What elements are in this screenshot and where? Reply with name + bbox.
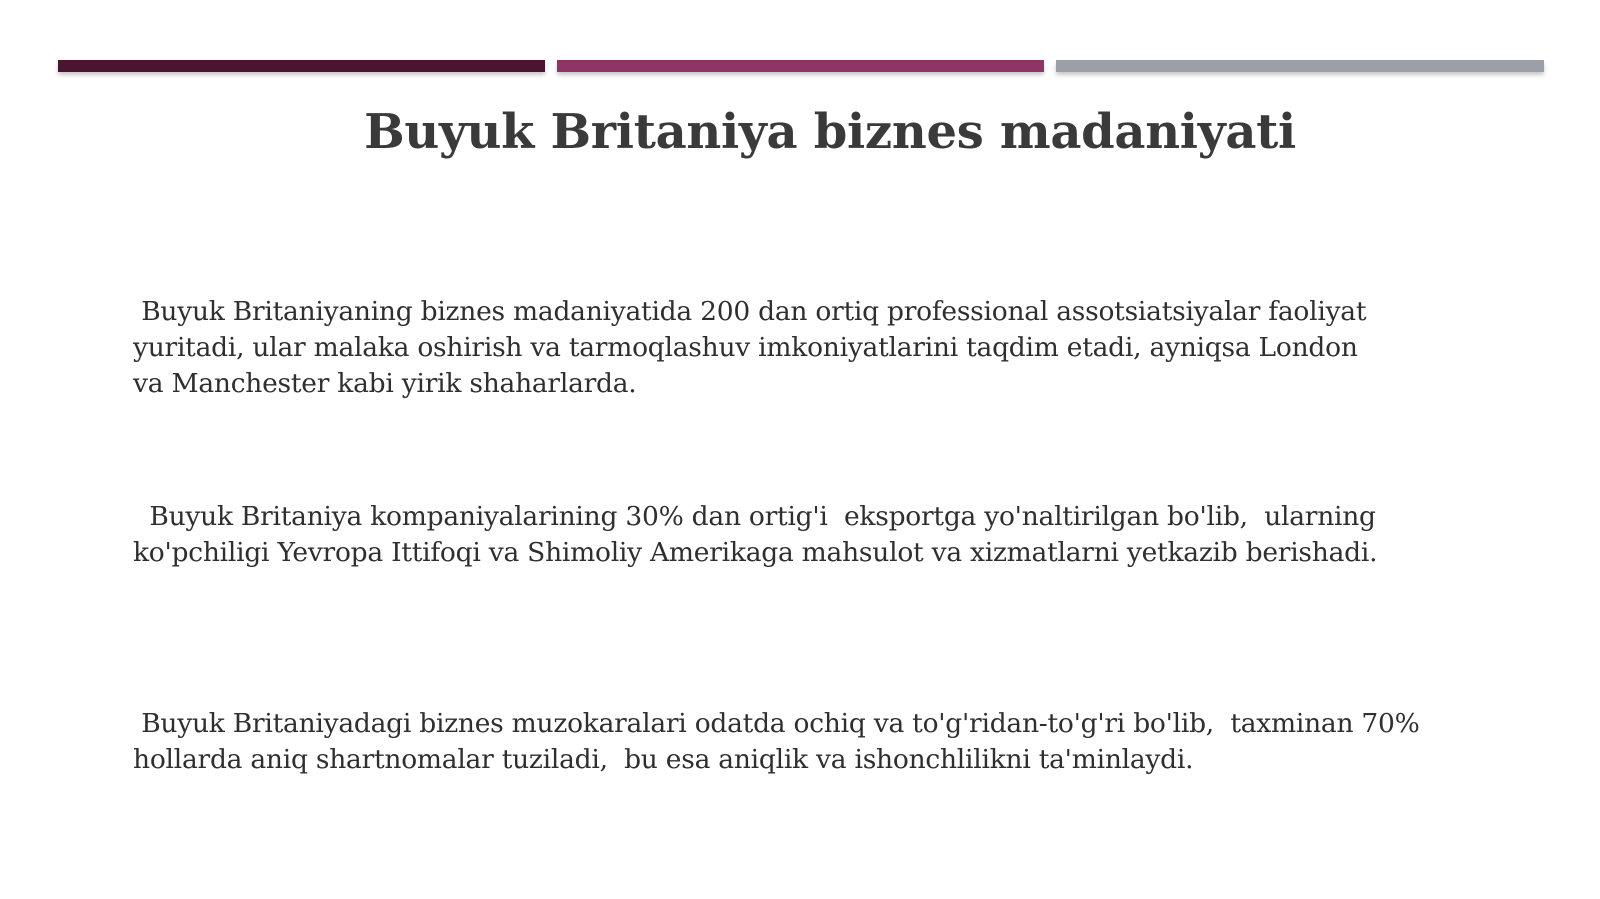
paragraph-associations: Buyuk Britaniyaning biznes madaniyatida 200 dan ortiq professional assotsiatsiyalar faoliyat yuritadi, ular malaka oshirish va tarmoqlashuv imkoniyatlarini taqdim etadi, ayniqsa London va Manchester kabi yirik shaharlarda. <box>133 296 1367 399</box>
accent-bar-magenta <box>557 60 1044 72</box>
paragraph-exports: Buyuk Britaniya kompaniyalarining 30% dan ortig'i eksportga yo'naltirilgan bo'lib, ularning ko'pchiligi Yevropa Ittifoqi va Shimoliy Amerikaga mahsulot va xizmatlarni yetkazib berishadi. <box>133 501 1378 568</box>
accent-bar-gray <box>1056 60 1544 72</box>
paragraph-negotiations: Buyuk Britaniyadagi biznes muzokaralari odatda ochiq va to'g'ridan-to'g'ri bo'lib, taxminan 70% hollarda aniq shartnomalar tuziladi, bu esa aniqlik va ishonchlilikni ta'minlaydi. <box>133 708 1420 775</box>
slide-title: Buyuk Britaniya biznes madaniyati <box>364 104 1296 160</box>
accent-bar-dark <box>58 60 545 72</box>
